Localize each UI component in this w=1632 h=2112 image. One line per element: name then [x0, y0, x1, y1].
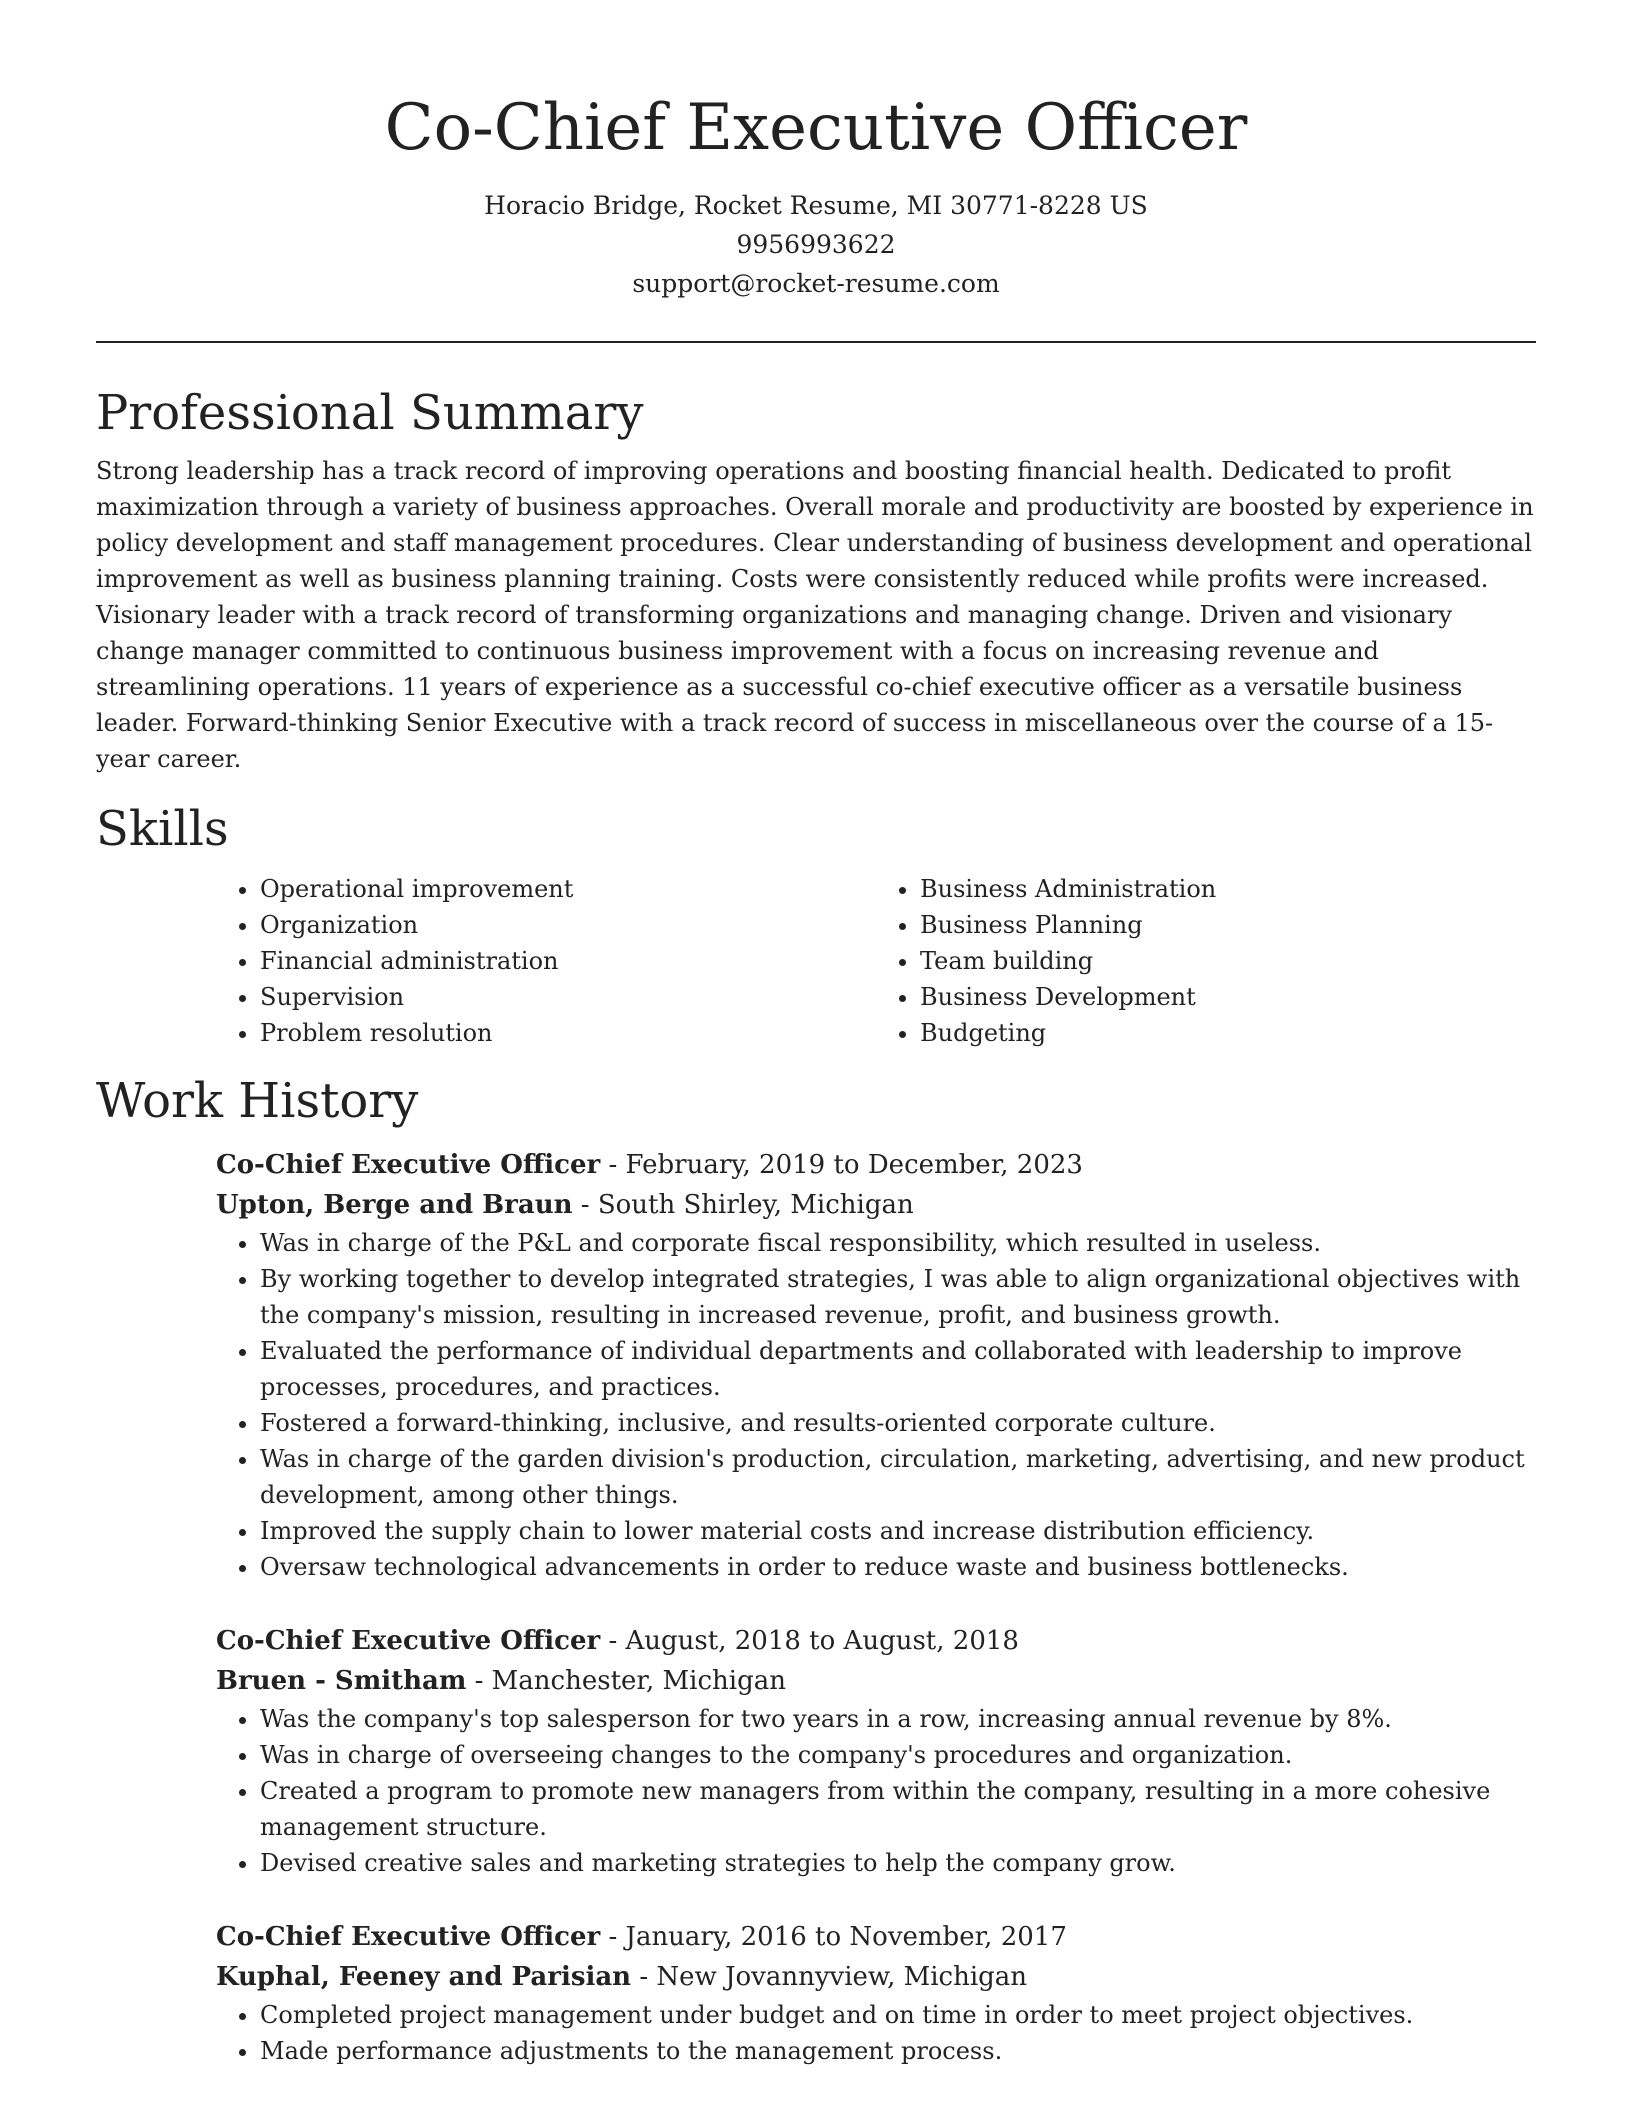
- job-location: - South Shirley, Michigan: [572, 1190, 914, 1220]
- job-title-line: [216, 1145, 1536, 1185]
- address: Horacio Bridge, Rocket Resume, MI 30771-8228 US: [484, 191, 1148, 220]
- job-duty: • Completed project management under budget and on time in order to meet project objectives.: [260, 1997, 1536, 2033]
- job-location: - New Jovannyview, Michigan: [631, 1962, 1028, 1992]
- job-dates: - August, 2018 to August, 2018: [600, 1626, 1019, 1656]
- skills-section: [96, 799, 1536, 1051]
- job-duty: • Oversaw technological advancements in order to reduce waste and business bottlenecks.: [260, 1549, 1536, 1585]
- job-company-line: [216, 1185, 1536, 1225]
- job-company: Upton, Berge and Braun: [216, 1190, 573, 1220]
- job-entry: [216, 1621, 1536, 1881]
- summary-paragraph: Strong leadership has a track record of improving operations and boosting financial health. Dedicated to profit maximization through a variety of business approaches. Overall morale and productivity are boosted by experience in policy development and staff management procedures. Clear understanding of business development and operational improvement as well as business planning training. Costs were consistently reduced while profits were increased. Visionary leader with a track record of transforming organizations and managing change. Driven and visionary change manager committed to continuous business improvement with a focus on increasing revenue and streamlining operations. 11 years of experience as a successful co-chief executive officer as a versatile business leader. Forward-thinking Senior Executive with a track record of success in miscellaneous over the course of a 15-year career.: [96, 457, 1534, 773]
- skills-list-right: [876, 871, 1536, 1051]
- job-company: Kuphal, Feeney and Parisian: [216, 1962, 632, 1992]
- skill-item: • Budgeting: [920, 1015, 1536, 1051]
- section-heading-work: Work History: [96, 1073, 419, 1129]
- skill-item: • Problem resolution: [260, 1015, 876, 1051]
- candidate-title: Co-Chief Executive Officer: [384, 91, 1248, 165]
- job-duty: • By working together to develop integrated strategies, I was able to align organizational objectives with the company's mission, resulting in increased revenue, profit, and business growth.: [260, 1261, 1536, 1333]
- job-title: Co-Chief Executive Officer: [216, 1922, 601, 1952]
- work-history-section: [96, 1071, 1536, 2069]
- job-title-line: [216, 1917, 1536, 1957]
- job-entry: [216, 1145, 1536, 1585]
- job-duty: • Was in charge of the P&L and corporate fiscal responsibility, which resulted in useless.: [260, 1225, 1536, 1261]
- job-company: Bruen - Smitham: [216, 1666, 467, 1696]
- job-duty: • Improved the supply chain to lower material costs and increase distribution efficiency.: [260, 1513, 1536, 1549]
- skill-item: • Supervision: [260, 979, 876, 1015]
- section-heading-skills: Skills: [96, 801, 229, 857]
- job-duty: • Was the company's top salesperson for two years in a row, increasing annual revenue by 8%.: [260, 1701, 1536, 1737]
- job-location: - Manchester, Michigan: [466, 1666, 786, 1696]
- skill-item: • Organization: [260, 907, 876, 943]
- job-duty: • Devised creative sales and marketing strategies to help the company grow.: [260, 1845, 1536, 1881]
- job-duties-list: [216, 1225, 1536, 1585]
- job-duties-list: [216, 1997, 1536, 2069]
- professional-summary-section: [96, 383, 1536, 777]
- skill-item: • Financial administration: [260, 943, 876, 979]
- job-entry: [216, 1917, 1536, 2069]
- job-company-line: [216, 1661, 1536, 1701]
- job-duties-list: [216, 1701, 1536, 1881]
- email-address: support@rocket-resume.com: [632, 269, 1000, 298]
- job-company-line: [216, 1957, 1536, 1997]
- skills-list-left: [216, 871, 876, 1051]
- phone-number: 9956993622: [736, 230, 896, 259]
- section-heading-summary: Professional Summary: [96, 385, 644, 441]
- job-title-line: [216, 1621, 1536, 1661]
- skill-item: • Team building: [920, 943, 1536, 979]
- job-duty: • Evaluated the performance of individual departments and collaborated with leadership to improve processes, procedures, and practices.: [260, 1333, 1536, 1405]
- skills-grid: [216, 871, 1536, 1051]
- job-duty: • Fostered a forward-thinking, inclusive, and results-oriented corporate culture.: [260, 1405, 1536, 1441]
- skill-item: • Business Development: [920, 979, 1536, 1015]
- header-divider: [96, 341, 1536, 343]
- job-duty: • Was in charge of overseeing changes to the company's procedures and organization.: [260, 1737, 1536, 1773]
- job-duty: • Made performance adjustments to the management process.: [260, 2033, 1536, 2069]
- job-dates: - January, 2016 to November, 2017: [600, 1922, 1067, 1952]
- job-dates: - February, 2019 to December, 2023: [600, 1150, 1083, 1180]
- skill-item: • Business Administration: [920, 871, 1536, 907]
- contact-info: [96, 186, 1536, 303]
- job-title: Co-Chief Executive Officer: [216, 1150, 601, 1180]
- resume-header: [96, 0, 1536, 303]
- job-duty: • Created a program to promote new managers from within the company, resulting in a more cohesive management structure.: [260, 1773, 1536, 1845]
- skill-item: • Business Planning: [920, 907, 1536, 943]
- job-title: Co-Chief Executive Officer: [216, 1626, 601, 1656]
- job-duty: • Was in charge of the garden division's production, circulation, marketing, advertising, and new product development, among other things.: [260, 1441, 1536, 1513]
- skill-item: • Operational improvement: [260, 871, 876, 907]
